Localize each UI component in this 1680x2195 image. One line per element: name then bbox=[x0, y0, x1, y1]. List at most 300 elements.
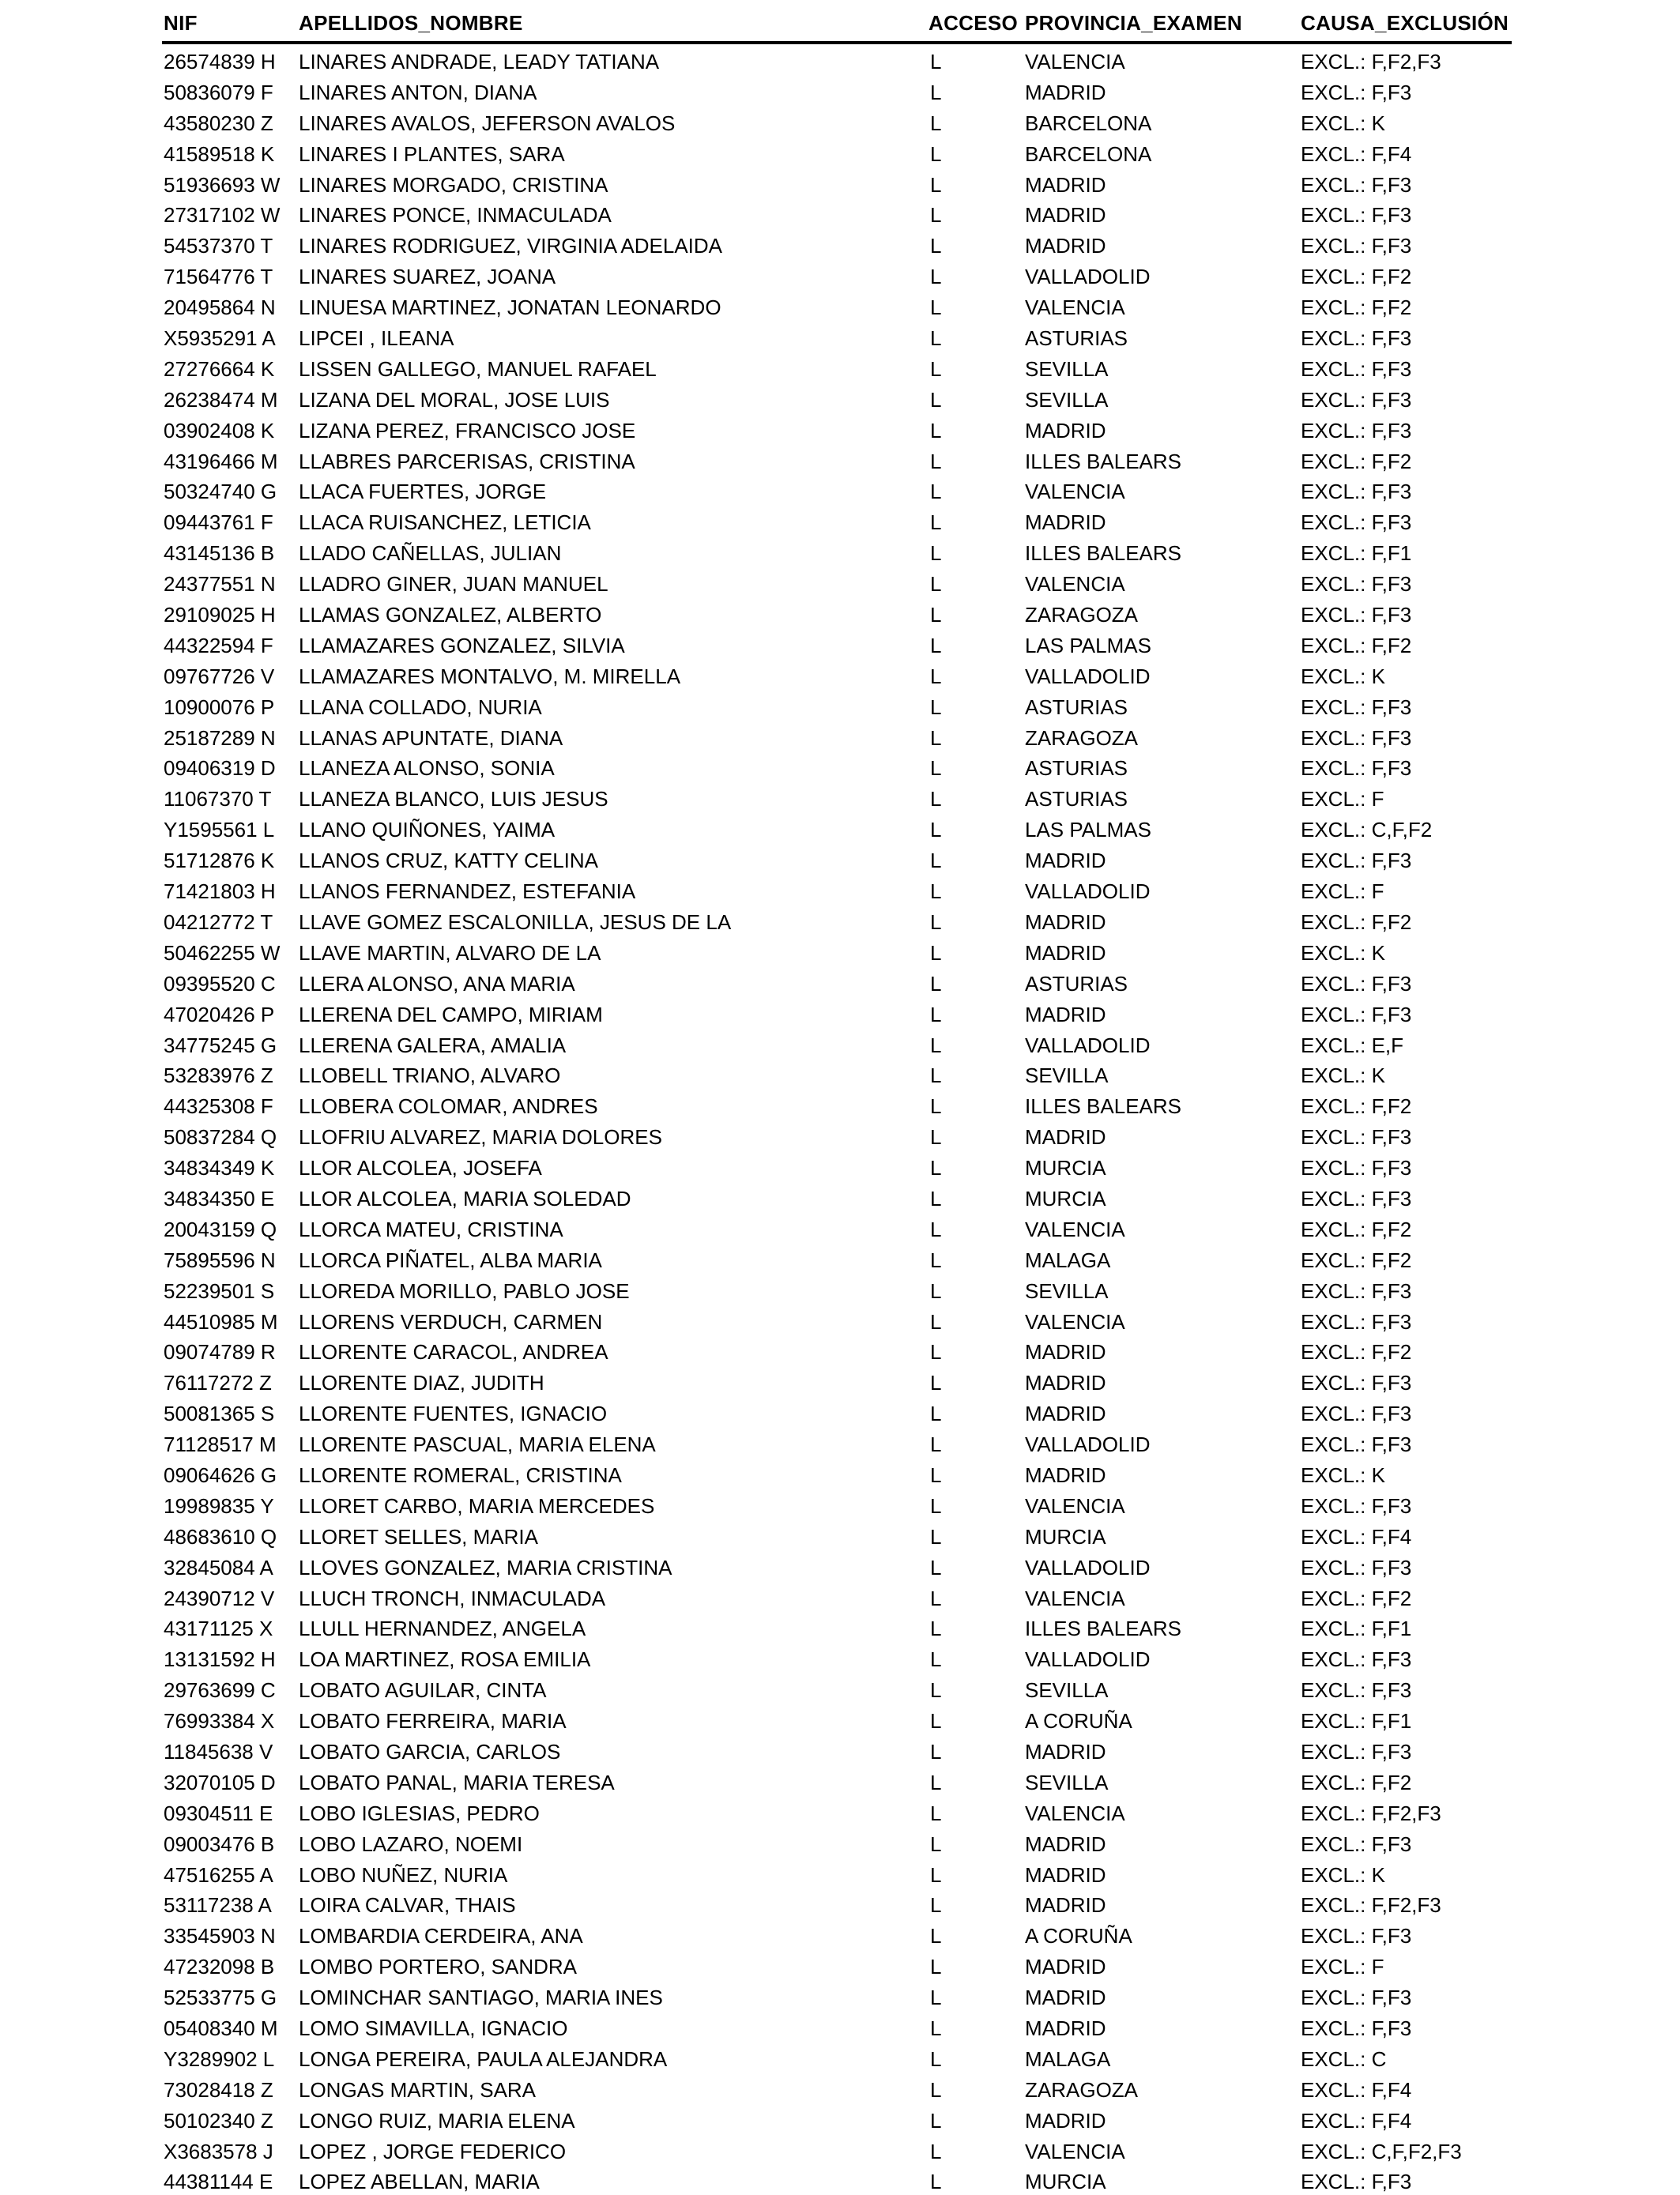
table-row bbox=[162, 352, 1512, 382]
cell-apellidos-nombre: LLERENA DEL CAMPO, MIRIAM bbox=[299, 1002, 603, 1026]
cell-causa-exclusion: EXCL.: F,F3 bbox=[1301, 418, 1412, 442]
cell-causa-exclusion: EXCL.: K bbox=[1301, 111, 1385, 135]
cell-acceso: L bbox=[930, 787, 942, 811]
cell-provincia: VALLADOLID bbox=[1025, 664, 1151, 688]
cell-provincia: MADRID bbox=[1025, 1125, 1106, 1150]
cell-causa-exclusion: EXCL.: F,F3 bbox=[1301, 203, 1412, 228]
cell-provincia: MADRID bbox=[1025, 234, 1106, 258]
cell-provincia: VALENCIA bbox=[1025, 1493, 1125, 1518]
table-row bbox=[162, 137, 1512, 168]
cell-acceso: L bbox=[930, 1186, 942, 1210]
cell-provincia: ZARAGOZA bbox=[1025, 2077, 1139, 2102]
cell-apellidos-nombre: LLOREDA MORILLO, PABLO JOSE bbox=[299, 1278, 630, 1303]
cell-provincia: LAS PALMAS bbox=[1025, 818, 1151, 842]
table-row bbox=[162, 413, 1512, 444]
cell-provincia: SEVILLA bbox=[1025, 1064, 1109, 1088]
cell-nif: 51712876 K bbox=[164, 849, 275, 873]
cell-causa-exclusion: EXCL.: F,F3 bbox=[1301, 1186, 1412, 1210]
cell-causa-exclusion: EXCL.: F bbox=[1301, 1955, 1384, 1979]
cell-apellidos-nombre: LLERA ALONSO, ANA MARIA bbox=[299, 971, 575, 996]
cell-provincia: MADRID bbox=[1025, 1893, 1106, 1918]
cell-causa-exclusion: EXCL.: F,F3 bbox=[1301, 1156, 1412, 1180]
cell-nif: 50836079 F bbox=[164, 80, 273, 104]
cell-acceso: L bbox=[930, 172, 942, 197]
cell-provincia: MADRID bbox=[1025, 172, 1106, 197]
cell-nif: 13131592 H bbox=[164, 1647, 276, 1672]
cell-provincia: MALAGA bbox=[1025, 1248, 1111, 1272]
table-body bbox=[162, 44, 1512, 2195]
cell-nif: 43580230 Z bbox=[164, 111, 273, 135]
cell-apellidos-nombre: LINARES ANTON, DIANA bbox=[299, 80, 537, 104]
cell-causa-exclusion: EXCL.: F,F2,F3 bbox=[1301, 1801, 1441, 1825]
cell-provincia: MADRID bbox=[1025, 1862, 1106, 1887]
cell-apellidos-nombre: LLANAS APUNTATE, DIANA bbox=[299, 725, 563, 750]
cell-causa-exclusion: EXCL.: F,F3 bbox=[1301, 1678, 1412, 1703]
cell-apellidos-nombre: LOMBO PORTERO, SANDRA bbox=[299, 1955, 578, 1979]
cell-causa-exclusion: EXCL.: F,F2 bbox=[1301, 909, 1412, 934]
cell-acceso: L bbox=[930, 1248, 942, 1272]
cell-provincia: VALENCIA bbox=[1025, 1586, 1125, 1610]
cell-causa-exclusion: EXCL.: F,F2 bbox=[1301, 1248, 1412, 1272]
table-row bbox=[162, 1305, 1512, 1335]
cell-acceso: L bbox=[930, 1278, 942, 1303]
cell-nif: 73028418 Z bbox=[164, 2077, 273, 2102]
table-row bbox=[162, 1581, 1512, 1612]
cell-provincia: MURCIA bbox=[1025, 1186, 1106, 1210]
table-row bbox=[162, 75, 1512, 106]
cell-acceso: L bbox=[930, 1955, 942, 1979]
cell-provincia: MADRID bbox=[1025, 1463, 1106, 1487]
cell-causa-exclusion: EXCL.: F,F2,F3 bbox=[1301, 1893, 1441, 1918]
cell-acceso: L bbox=[930, 296, 942, 320]
cell-acceso: L bbox=[930, 1156, 942, 1180]
table-row bbox=[162, 1150, 1512, 1181]
cell-provincia: MADRID bbox=[1025, 203, 1106, 228]
cell-provincia: MADRID bbox=[1025, 1340, 1106, 1365]
cell-nif: 09767726 V bbox=[164, 664, 275, 688]
cell-nif: 09304511 E bbox=[164, 1801, 273, 1825]
cell-acceso: L bbox=[930, 1555, 942, 1579]
cell-acceso: L bbox=[930, 879, 942, 904]
cell-causa-exclusion: EXCL.: F,F2 bbox=[1301, 449, 1412, 473]
cell-nif: 33545903 N bbox=[164, 1924, 276, 1948]
cell-nif: 24377551 N bbox=[164, 572, 276, 597]
table-row bbox=[162, 1396, 1512, 1427]
cell-acceso: L bbox=[930, 510, 942, 535]
header-apellidos-nombre: APELLIDOS_NOMBRE bbox=[299, 11, 523, 35]
cell-provincia: VALENCIA bbox=[1025, 1217, 1125, 1241]
cell-nif: 47020426 P bbox=[164, 1002, 275, 1026]
cell-causa-exclusion: EXCL.: F,F2 bbox=[1301, 1094, 1412, 1119]
cell-provincia: VALENCIA bbox=[1025, 2139, 1125, 2163]
cell-acceso: L bbox=[930, 1586, 942, 1610]
cell-apellidos-nombre: LLADRO GINER, JUAN MANUEL bbox=[299, 572, 608, 597]
cell-apellidos-nombre: LLACA FUERTES, JORGE bbox=[299, 480, 547, 504]
cell-apellidos-nombre: LONGAS MARTIN, SARA bbox=[299, 2077, 537, 2102]
cell-apellidos-nombre: LLORENS VERDUCH, CARMEN bbox=[299, 1309, 603, 1334]
cell-nif: 50462255 W bbox=[164, 940, 281, 965]
table-row bbox=[162, 106, 1512, 137]
cell-nif: 41589518 K bbox=[164, 141, 275, 166]
cell-causa-exclusion: EXCL.: F,F3 bbox=[1301, 1832, 1412, 1856]
cell-acceso: L bbox=[930, 1647, 942, 1672]
table-row bbox=[162, 721, 1512, 751]
cell-acceso: L bbox=[930, 725, 942, 750]
cell-causa-exclusion: EXCL.: F,F4 bbox=[1301, 2077, 1412, 2102]
table-row bbox=[162, 1058, 1512, 1089]
cell-apellidos-nombre: LOIRA CALVAR, THAIS bbox=[299, 1893, 516, 1918]
cell-apellidos-nombre: LLAVE MARTIN, ALVARO DE LA bbox=[299, 940, 601, 965]
table-row bbox=[162, 966, 1512, 997]
table-row bbox=[162, 1765, 1512, 1796]
cell-apellidos-nombre: LLORENTE FUENTES, IGNACIO bbox=[299, 1402, 608, 1426]
cell-apellidos-nombre: LLADO CAÑELLAS, JULIAN bbox=[299, 541, 562, 566]
cell-provincia: MADRID bbox=[1025, 510, 1106, 535]
cell-apellidos-nombre: LINARES AVALOS, JEFERSON AVALOS bbox=[299, 111, 676, 135]
cell-apellidos-nombre: LONGA PEREIRA, PAULA ALEJANDRA bbox=[299, 2046, 668, 2071]
cell-acceso: L bbox=[930, 2170, 942, 2194]
cell-apellidos-nombre: LLORENTE PASCUAL, MARIA ELENA bbox=[299, 1433, 656, 1457]
cell-acceso: L bbox=[930, 1770, 942, 1794]
cell-apellidos-nombre: LOPEZ , JORGE FEDERICO bbox=[299, 2139, 567, 2163]
table-row bbox=[162, 168, 1512, 198]
table-row bbox=[162, 536, 1512, 567]
cell-acceso: L bbox=[930, 1801, 942, 1825]
cell-nif: 09064626 G bbox=[164, 1463, 277, 1487]
cell-provincia: SEVILLA bbox=[1025, 1678, 1109, 1703]
cell-apellidos-nombre: LLOVES GONZALEZ, MARIA CRISTINA bbox=[299, 1555, 672, 1579]
cell-apellidos-nombre: LLUCH TRONCH, INMACULADA bbox=[299, 1586, 606, 1610]
cell-provincia: ASTURIAS bbox=[1025, 787, 1128, 811]
cell-apellidos-nombre: LLOFRIU ALVAREZ, MARIA DOLORES bbox=[299, 1125, 662, 1150]
cell-nif: 53117238 A bbox=[164, 1893, 272, 1918]
cell-provincia: MURCIA bbox=[1025, 2170, 1106, 2194]
cell-acceso: L bbox=[930, 203, 942, 228]
table-row bbox=[162, 1427, 1512, 1458]
table-row bbox=[162, 1858, 1512, 1888]
cell-provincia: VALLADOLID bbox=[1025, 1433, 1151, 1457]
cell-nif: 54537370 T bbox=[164, 234, 273, 258]
cell-apellidos-nombre: LLAVE GOMEZ ESCALONILLA, JESUS DE LA bbox=[299, 909, 732, 934]
table-row bbox=[162, 2042, 1512, 2073]
cell-nif: 20495864 N bbox=[164, 296, 276, 320]
table-row bbox=[162, 1365, 1512, 1396]
cell-provincia: VALLADOLID bbox=[1025, 265, 1151, 289]
table-row bbox=[162, 781, 1512, 812]
cell-provincia: ILLES BALEARS bbox=[1025, 541, 1181, 566]
cell-nif: 76993384 X bbox=[164, 1709, 275, 1734]
cell-acceso: L bbox=[930, 1617, 942, 1641]
table-row bbox=[162, 1089, 1512, 1120]
cell-apellidos-nombre: LLANOS CRUZ, KATTY CELINA bbox=[299, 849, 599, 873]
cell-apellidos-nombre: LLANEZA BLANCO, LUIS JESUS bbox=[299, 787, 608, 811]
cell-nif: 09074789 R bbox=[164, 1340, 276, 1365]
cell-provincia: BARCELONA bbox=[1025, 141, 1152, 166]
cell-causa-exclusion: EXCL.: K bbox=[1301, 940, 1385, 965]
cell-causa-exclusion: EXCL.: F bbox=[1301, 787, 1384, 811]
cell-causa-exclusion: EXCL.: F,F3 bbox=[1301, 971, 1412, 996]
cell-nif: Y1595561 L bbox=[164, 818, 275, 842]
cell-acceso: L bbox=[930, 1832, 942, 1856]
cell-acceso: L bbox=[930, 449, 942, 473]
cell-acceso: L bbox=[930, 356, 942, 381]
cell-provincia: MADRID bbox=[1025, 1402, 1106, 1426]
cell-provincia: VALENCIA bbox=[1025, 50, 1125, 73]
cell-nif: 47516255 A bbox=[164, 1862, 273, 1887]
cell-provincia: MADRID bbox=[1025, 80, 1106, 104]
table-row bbox=[162, 444, 1512, 475]
cell-nif: 50102340 Z bbox=[164, 2108, 273, 2133]
cell-provincia: ILLES BALEARS bbox=[1025, 449, 1181, 473]
table-row bbox=[162, 290, 1512, 321]
cell-nif: 29109025 H bbox=[164, 603, 276, 627]
cell-acceso: L bbox=[930, 1893, 942, 1918]
cell-nif: 43171125 X bbox=[164, 1617, 273, 1641]
cell-apellidos-nombre: LOPEZ ABELLAN, MARIA bbox=[299, 2170, 540, 2194]
cell-provincia: MURCIA bbox=[1025, 1156, 1106, 1180]
cell-provincia: MADRID bbox=[1025, 418, 1106, 442]
cell-nif: 44325308 F bbox=[164, 1094, 273, 1119]
cell-acceso: L bbox=[930, 1678, 942, 1703]
cell-nif: 47232098 B bbox=[164, 1955, 275, 1979]
cell-provincia: VALENCIA bbox=[1025, 1801, 1125, 1825]
cell-apellidos-nombre: LLORET CARBO, MARIA MERCEDES bbox=[299, 1493, 655, 1518]
table-row bbox=[162, 1028, 1512, 1059]
cell-nif: 71421803 H bbox=[164, 879, 276, 904]
cell-apellidos-nombre: LOBATO AGUILAR, CINTA bbox=[299, 1678, 547, 1703]
cell-provincia: SEVILLA bbox=[1025, 1770, 1109, 1794]
table-row bbox=[162, 44, 1512, 75]
cell-causa-exclusion: EXCL.: F,F2 bbox=[1301, 1586, 1412, 1610]
cell-nif: 48683610 Q bbox=[164, 1524, 277, 1549]
cell-apellidos-nombre: LOBATO GARCIA, CARLOS bbox=[299, 1739, 561, 1764]
table-row bbox=[162, 1519, 1512, 1550]
table-row bbox=[162, 1243, 1512, 1274]
cell-causa-exclusion: EXCL.: F,F3 bbox=[1301, 1555, 1412, 1579]
cell-nif: 76117272 Z bbox=[164, 1371, 272, 1395]
cell-causa-exclusion: EXCL.: F,F3 bbox=[1301, 603, 1412, 627]
table-row bbox=[162, 628, 1512, 659]
table-row bbox=[162, 1918, 1512, 1949]
table-row bbox=[162, 2103, 1512, 2134]
header-nif: NIF bbox=[164, 11, 198, 35]
cell-acceso: L bbox=[930, 1986, 942, 2010]
cell-nif: 75895596 N bbox=[164, 1248, 276, 1272]
cell-provincia: VALENCIA bbox=[1025, 1309, 1125, 1334]
cell-causa-exclusion: EXCL.: F,F2 bbox=[1301, 265, 1412, 289]
cell-acceso: L bbox=[930, 1094, 942, 1119]
cell-nif: 26574839 H bbox=[164, 50, 276, 73]
cell-nif: 44322594 F bbox=[164, 633, 273, 657]
cell-nif: 51936693 W bbox=[164, 172, 281, 197]
cell-causa-exclusion: EXCL.: E,F bbox=[1301, 1033, 1404, 1057]
cell-provincia: VALLADOLID bbox=[1025, 879, 1151, 904]
cell-causa-exclusion: EXCL.: F,F3 bbox=[1301, 1402, 1412, 1426]
table-row bbox=[162, 1796, 1512, 1827]
cell-acceso: L bbox=[930, 234, 942, 258]
cell-nif: 19989835 Y bbox=[164, 1493, 274, 1518]
cell-acceso: L bbox=[930, 971, 942, 996]
exclusion-list-table bbox=[162, 6, 1512, 2195]
cell-acceso: L bbox=[930, 1739, 942, 1764]
cell-causa-exclusion: EXCL.: F,F3 bbox=[1301, 756, 1412, 781]
cell-apellidos-nombre: LOBATO PANAL, MARIA TERESA bbox=[299, 1770, 615, 1794]
cell-causa-exclusion: EXCL.: F,F2 bbox=[1301, 296, 1412, 320]
table-header bbox=[162, 6, 1512, 44]
cell-acceso: L bbox=[930, 909, 942, 934]
cell-apellidos-nombre: LINARES ANDRADE, LEADY TATIANA bbox=[299, 50, 660, 73]
cell-provincia: ASTURIAS bbox=[1025, 971, 1128, 996]
cell-apellidos-nombre: LLOR ALCOLEA, MARIA SOLEDAD bbox=[299, 1186, 631, 1210]
cell-acceso: L bbox=[930, 1402, 942, 1426]
cell-provincia: MADRID bbox=[1025, 849, 1106, 873]
cell-provincia: VALENCIA bbox=[1025, 572, 1125, 597]
cell-apellidos-nombre: LLORET SELLES, MARIA bbox=[299, 1524, 538, 1549]
cell-apellidos-nombre: LOBATO FERREIRA, MARIA bbox=[299, 1709, 567, 1734]
cell-provincia: ASTURIAS bbox=[1025, 326, 1128, 351]
cell-provincia: MADRID bbox=[1025, 1002, 1106, 1026]
cell-acceso: L bbox=[930, 141, 942, 166]
cell-causa-exclusion: EXCL.: K bbox=[1301, 1463, 1385, 1487]
cell-nif: 34834350 E bbox=[164, 1186, 275, 1210]
table-row bbox=[162, 228, 1512, 259]
cell-apellidos-nombre: LLORENTE ROMERAL, CRISTINA bbox=[299, 1463, 622, 1487]
cell-apellidos-nombre: LOBO IGLESIAS, PEDRO bbox=[299, 1801, 540, 1825]
cell-acceso: L bbox=[930, 2139, 942, 2163]
cell-apellidos-nombre: LINUESA MARTINEZ, JONATAN LEONARDO bbox=[299, 296, 721, 320]
table-row bbox=[162, 597, 1512, 628]
cell-apellidos-nombre: LOBO NUÑEZ, NURIA bbox=[299, 1862, 508, 1887]
cell-nif: Y3289902 L bbox=[164, 2046, 275, 2071]
cell-apellidos-nombre: LOBO LAZARO, NOEMI bbox=[299, 1832, 523, 1856]
cell-acceso: L bbox=[930, 1002, 942, 1026]
cell-provincia: MADRID bbox=[1025, 1739, 1106, 1764]
cell-acceso: L bbox=[930, 1217, 942, 1241]
cell-acceso: L bbox=[930, 541, 942, 566]
cell-nif: 50081365 S bbox=[164, 1402, 275, 1426]
cell-apellidos-nombre: LLOBELL TRIANO, ALVARO bbox=[299, 1064, 561, 1088]
cell-provincia: ILLES BALEARS bbox=[1025, 1617, 1181, 1641]
cell-nif: 05408340 M bbox=[164, 2016, 278, 2040]
cell-causa-exclusion: EXCL.: F,F3 bbox=[1301, 1493, 1412, 1518]
cell-nif: X5935291 A bbox=[164, 326, 276, 351]
cell-acceso: L bbox=[930, 418, 942, 442]
table-row bbox=[162, 505, 1512, 536]
cell-provincia: MADRID bbox=[1025, 1371, 1106, 1395]
cell-nif: 20043159 Q bbox=[164, 1217, 277, 1241]
cell-causa-exclusion: EXCL.: F,F3 bbox=[1301, 2170, 1412, 2194]
cell-acceso: L bbox=[930, 695, 942, 719]
cell-provincia: BARCELONA bbox=[1025, 111, 1152, 135]
cell-causa-exclusion: EXCL.: F,F4 bbox=[1301, 1524, 1412, 1549]
cell-apellidos-nombre: LLACA RUISANCHEZ, LETICIA bbox=[299, 510, 591, 535]
cell-apellidos-nombre: LINARES SUAREZ, JOANA bbox=[299, 265, 556, 289]
cell-provincia: SEVILLA bbox=[1025, 387, 1109, 412]
cell-causa-exclusion: EXCL.: F,F3 bbox=[1301, 1433, 1412, 1457]
cell-nif: 44510985 M bbox=[164, 1309, 278, 1334]
table-row bbox=[162, 2134, 1512, 2165]
cell-nif: 10900076 P bbox=[164, 695, 275, 719]
cell-provincia: ZARAGOZA bbox=[1025, 603, 1139, 627]
cell-causa-exclusion: EXCL.: F,F3 bbox=[1301, 356, 1412, 381]
cell-provincia: SEVILLA bbox=[1025, 1278, 1109, 1303]
cell-causa-exclusion: EXCL.: F,F3 bbox=[1301, 1002, 1412, 1026]
cell-provincia: SEVILLA bbox=[1025, 356, 1109, 381]
cell-acceso: L bbox=[930, 2016, 942, 2040]
header-acceso: ACCESO bbox=[929, 11, 1019, 35]
cell-causa-exclusion: EXCL.: F,F3 bbox=[1301, 1278, 1412, 1303]
cell-acceso: L bbox=[930, 265, 942, 289]
cell-apellidos-nombre: LIZANA PEREZ, FRANCISCO JOSE bbox=[299, 418, 636, 442]
cell-acceso: L bbox=[930, 633, 942, 657]
cell-acceso: L bbox=[930, 756, 942, 781]
cell-acceso: L bbox=[930, 1709, 942, 1734]
cell-acceso: L bbox=[930, 326, 942, 351]
cell-nif: X3683578 J bbox=[164, 2139, 273, 2163]
cell-apellidos-nombre: LOA MARTINEZ, ROSA EMILIA bbox=[299, 1647, 591, 1672]
cell-causa-exclusion: EXCL.: F,F3 bbox=[1301, 2016, 1412, 2040]
cell-provincia: ASTURIAS bbox=[1025, 695, 1128, 719]
table-row bbox=[162, 567, 1512, 597]
cell-nif: 27276664 K bbox=[164, 356, 275, 381]
cell-provincia: MADRID bbox=[1025, 940, 1106, 965]
cell-acceso: L bbox=[930, 1033, 942, 1057]
cell-acceso: L bbox=[930, 1125, 942, 1150]
cell-nif: 04212772 T bbox=[164, 909, 273, 934]
cell-provincia: LAS PALMAS bbox=[1025, 633, 1151, 657]
table-row bbox=[162, 2164, 1512, 2195]
cell-causa-exclusion: EXCL.: K bbox=[1301, 1862, 1385, 1887]
cell-provincia: MADRID bbox=[1025, 2108, 1106, 2133]
cell-apellidos-nombre: LLANOS FERNANDEZ, ESTEFANIA bbox=[299, 879, 636, 904]
cell-nif: 52533775 G bbox=[164, 1986, 277, 2010]
cell-apellidos-nombre: LLERENA GALERA, AMALIA bbox=[299, 1033, 567, 1057]
cell-apellidos-nombre: LOMBARDIA CERDEIRA, ANA bbox=[299, 1924, 583, 1948]
cell-acceso: L bbox=[930, 1309, 942, 1334]
table-row bbox=[162, 1212, 1512, 1243]
table-row bbox=[162, 198, 1512, 228]
cell-causa-exclusion: EXCL.: C,F,F2 bbox=[1301, 818, 1433, 842]
cell-provincia: MURCIA bbox=[1025, 1524, 1106, 1549]
cell-apellidos-nombre: LLORCA MATEU, CRISTINA bbox=[299, 1217, 563, 1241]
table-row bbox=[162, 812, 1512, 843]
table-row bbox=[162, 1489, 1512, 1519]
cell-provincia: MADRID bbox=[1025, 1832, 1106, 1856]
table-row bbox=[162, 1949, 1512, 1980]
cell-causa-exclusion: EXCL.: F,F2 bbox=[1301, 1217, 1412, 1241]
cell-causa-exclusion: EXCL.: F,F3 bbox=[1301, 510, 1412, 535]
cell-causa-exclusion: EXCL.: F,F4 bbox=[1301, 2108, 1412, 2133]
table-row bbox=[162, 1734, 1512, 1765]
cell-causa-exclusion: EXCL.: F,F3 bbox=[1301, 572, 1412, 597]
cell-provincia: ILLES BALEARS bbox=[1025, 1094, 1181, 1119]
cell-causa-exclusion: EXCL.: F,F2 bbox=[1301, 633, 1412, 657]
cell-causa-exclusion: EXCL.: F,F3 bbox=[1301, 1986, 1412, 2010]
cell-nif: 03902408 K bbox=[164, 418, 275, 442]
cell-causa-exclusion: EXCL.: F,F2 bbox=[1301, 1340, 1412, 1365]
cell-acceso: L bbox=[930, 1433, 942, 1457]
cell-nif: 71128517 M bbox=[164, 1433, 277, 1457]
header-causa-exclusion: CAUSA_EXCLUSIÓN bbox=[1301, 11, 1509, 35]
cell-acceso: L bbox=[930, 1463, 942, 1487]
cell-apellidos-nombre: LLULL HERNANDEZ, ANGELA bbox=[299, 1617, 586, 1641]
cell-nif: 11845638 V bbox=[164, 1739, 273, 1764]
cell-nif: 43145136 B bbox=[164, 541, 275, 566]
cell-causa-exclusion: EXCL.: C,F,F2,F3 bbox=[1301, 2139, 1462, 2163]
table-row bbox=[162, 659, 1512, 690]
table-row bbox=[162, 1673, 1512, 1704]
cell-apellidos-nombre: LLABRES PARCERISAS, CRISTINA bbox=[299, 449, 635, 473]
